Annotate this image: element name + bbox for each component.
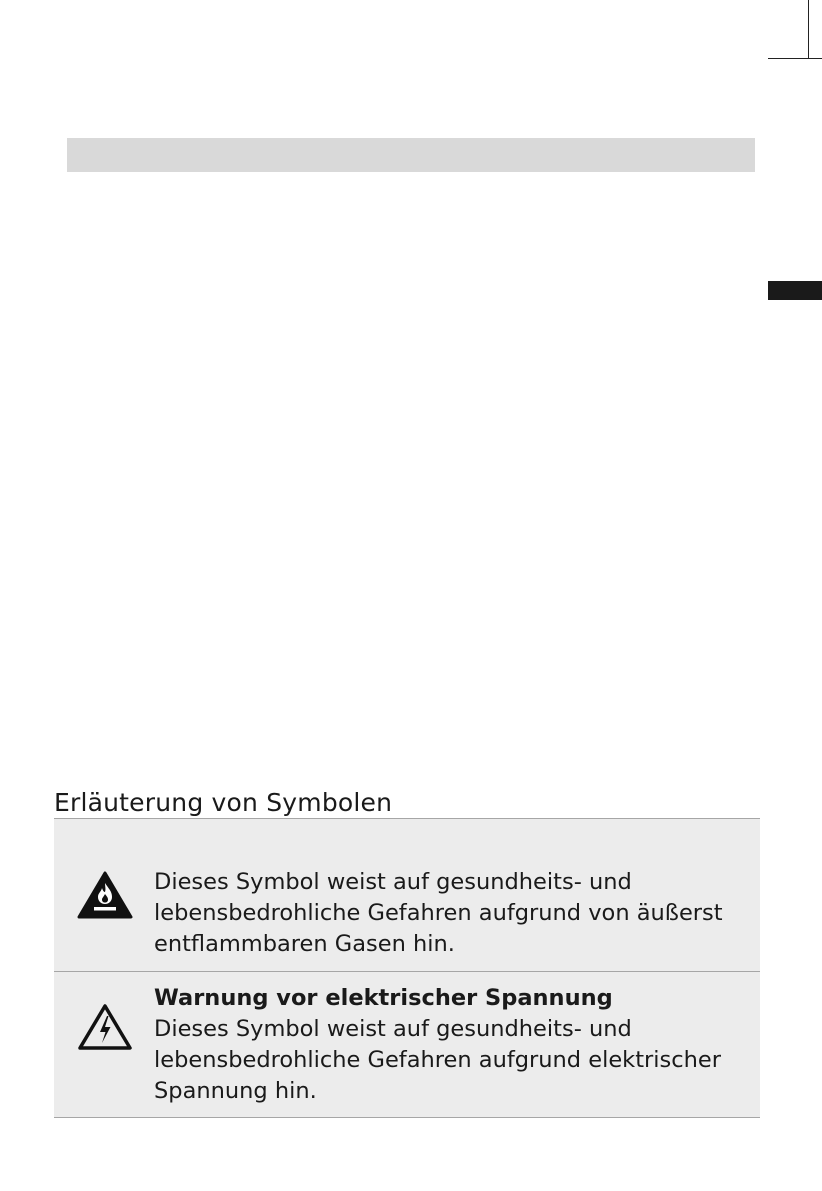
crop-mark-horizontal — [768, 58, 822, 59]
symbol-row-flammable — [54, 819, 760, 972]
symbol-description — [154, 983, 744, 1107]
header-band — [67, 138, 755, 172]
symbol-row-electric — [54, 972, 760, 1117]
symbol-description — [154, 867, 744, 960]
section-title: Erläuterung von Symbolen — [54, 787, 393, 817]
symbol-table — [54, 818, 760, 1118]
crop-mark-vertical — [808, 0, 809, 58]
symbol-text: Dieses Symbol weist auf gesundheits- und lebensbedrohliche Gefahren aufgrund von äußerst entflammbaren Gasen hin. — [154, 869, 723, 957]
language-side-tab — [768, 281, 822, 300]
symbol-heading: Warnung vor elektrischer Spannung — [154, 985, 613, 1011]
electric-shock-warning-icon — [77, 1002, 133, 1052]
flammable-warning-icon — [77, 870, 133, 920]
symbol-text: Dieses Symbol weist auf gesundheits- und lebensbedrohliche Gefahren aufgrund elektrischer Spannung hin. — [154, 1016, 721, 1104]
